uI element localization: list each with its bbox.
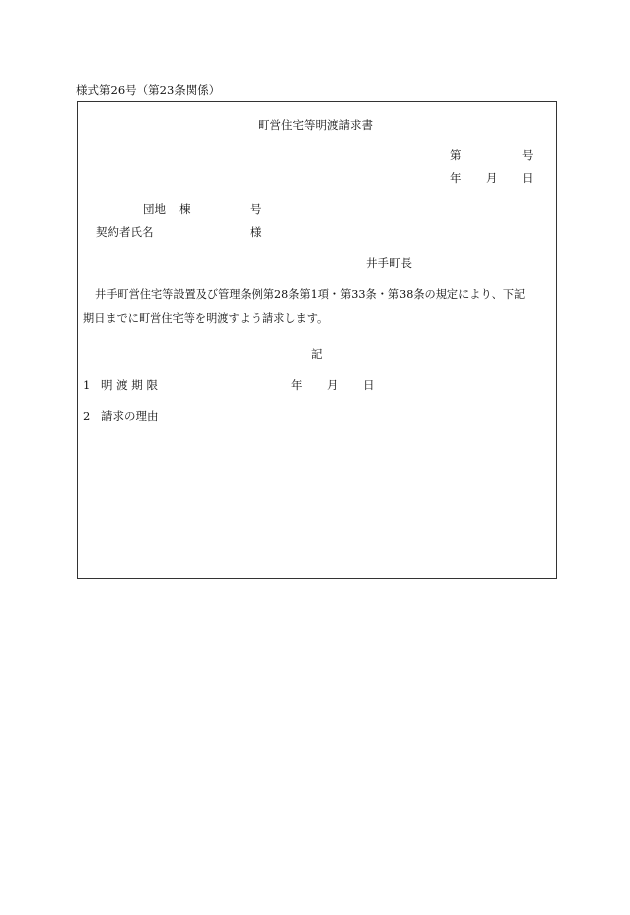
date-day: 日 (522, 171, 534, 185)
item-1-day: 日 (363, 378, 375, 392)
item-2-label: 請求の理由 (101, 409, 159, 423)
item-1-number: 1 (83, 378, 91, 392)
item-1-label: 明 渡 期 限 (101, 378, 158, 392)
doc-number-prefix: 第 (450, 148, 462, 162)
form-box (77, 101, 557, 579)
recipient-name-label: 契約者氏名 (96, 225, 154, 239)
date-month: 月 (486, 171, 498, 185)
issuer: 井手町長 (366, 256, 412, 270)
date-year: 年 (450, 171, 462, 185)
form-title: 町営住宅等明渡請求書 (258, 118, 373, 132)
body-line-1: 井手町営住宅等設置及び管理条例第28条第1項・第33条・第38条の規定により、下記 (95, 288, 526, 301)
item-2-number: 2 (83, 409, 91, 423)
recipient-honorific: 様 (250, 225, 262, 239)
item-1-year: 年 (291, 378, 303, 392)
body-line-2: 期日までに町営住宅等を明渡すよう請求します。 (83, 312, 329, 325)
item-1-month: 月 (327, 378, 339, 392)
form-number: 様式第26号（第23条関係） (76, 83, 221, 97)
doc-number-suffix: 号 (522, 148, 534, 162)
recipient-gou: 号 (250, 202, 262, 216)
recipient-danchi: 団地 (143, 202, 166, 216)
recipient-tou: 棟 (179, 202, 191, 216)
ki-label: 記 (311, 347, 323, 361)
